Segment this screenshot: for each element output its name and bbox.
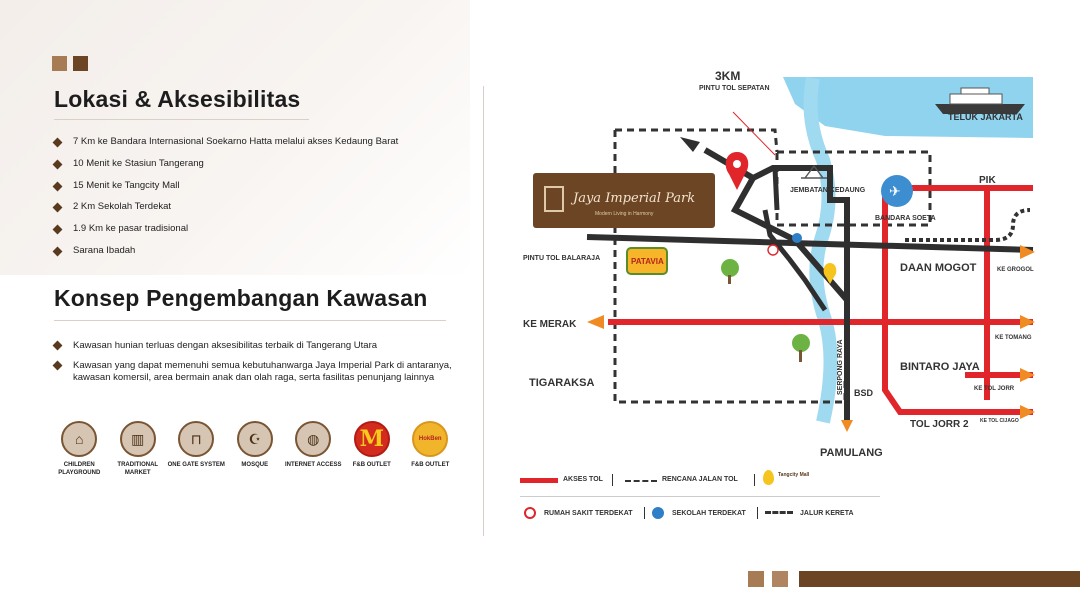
tree-icon [721, 259, 810, 362]
label-ke-tol-jorr: KE TOL JORR [974, 386, 1015, 392]
list-item: 7 Km ke Bandara Internasional Soekarno Hatta melalui akses Kedaung Barat [52, 136, 398, 158]
facility-item: ⊓ ONE GATE SYSTEM [167, 421, 226, 477]
legend-akses-tol: AKSES TOL [563, 476, 603, 483]
footer-squares [748, 571, 788, 587]
legend-rumah-sakit: RUMAH SAKIT TERDEKAT [544, 510, 633, 517]
mall-pin-icon [824, 263, 837, 284]
list-item: Kawasan hunian terluas dengan aksesibilitas terbaik di Tangerang Utara [52, 340, 452, 352]
mosque-icon: ☪ [237, 421, 273, 457]
label-teluk-jakarta: TELUK JAKARTA [948, 112, 1023, 122]
diamond-bullet-icon [53, 138, 63, 148]
facility-item: ▥ TRADITIONAL MARKET [109, 421, 168, 477]
label-pintu-tol-balaraja: PINTU TOL BALARAJA [523, 255, 601, 262]
diamond-bullet-icon [53, 181, 63, 191]
facility-item: HokBen F&B OUTLET [401, 421, 460, 477]
diamond-bullet-icon [53, 225, 63, 235]
label-pik: PIK [979, 175, 996, 186]
footer-bar [799, 571, 1080, 587]
hokben-logo: HokBen [412, 421, 448, 457]
label-3km: 3KM [715, 69, 741, 83]
legend-railway-line [765, 511, 793, 515]
arrow-to-sepatan [680, 137, 700, 152]
label-bsd: BSD [854, 388, 874, 398]
mcdonalds-logo: M [354, 421, 390, 457]
section-title-lokasi: Lokasi & Aksesibilitas [54, 86, 301, 112]
legend-hospital-icon [524, 507, 536, 519]
legend-sekolah: SEKOLAH TERDEKAT [672, 510, 746, 517]
location-map [505, 60, 1045, 460]
section-title-konsep: Konsep Pengembangan Kawasan [54, 285, 428, 311]
globe-icon: ◍ [295, 421, 331, 457]
svg-text:✈: ✈ [889, 183, 901, 199]
diamond-bullet-icon [53, 361, 63, 371]
diamond-bullet-icon [53, 341, 63, 351]
decorative-squares [52, 56, 88, 71]
legend-tangcity: Tangcity Mall [778, 472, 810, 478]
river [811, 78, 831, 422]
diamond-bullet-icon [53, 247, 63, 257]
legend-school-icon [652, 507, 664, 519]
facility-item: M F&B OUTLET [343, 421, 402, 477]
label-ke-grogol: KE GROGOL [997, 267, 1034, 273]
list-item: 1.9 Km ke pasar tradisional [52, 223, 398, 245]
list-item: 15 Menit ke Tangcity Mall [52, 180, 398, 202]
list-item: Kawasan yang dapat memenuhi semua kebutuhanwarga Jaya Imperial Park di antaranya, kawasan komersil, area bermain anak dan olah raga, serta fasilitas penunjang lainnya [52, 360, 452, 384]
facility-item: ☪ MOSQUE [226, 421, 285, 477]
hospital-icon [768, 245, 778, 255]
label-ke-tomang: KE TOMANG [995, 335, 1032, 341]
school-icon [792, 233, 802, 243]
label-pintu-tol-sepatan: PINTU TOL SEPATAN [699, 85, 770, 92]
playground-icon: ⌂ [61, 421, 97, 457]
label-pamulang: PAMULANG [820, 447, 883, 459]
concept-list [52, 340, 452, 392]
title-divider [54, 320, 446, 321]
label-bintaro-jaya: BINTARO JAYA [900, 361, 980, 373]
diamond-bullet-icon [53, 159, 63, 169]
gate-icon: ⊓ [178, 421, 214, 457]
svg-text:PATAVIA: PATAVIA [631, 257, 664, 266]
label-ke-merak: KE MERAK [523, 319, 577, 330]
legend-toll-line [520, 478, 558, 483]
logo-name: Jaya Imperial Park [573, 191, 696, 206]
list-item: 10 Menit ke Stasiun Tangerang [52, 158, 398, 180]
label-ke-tol-cijago: KE TOL CIJAGO [980, 418, 1019, 424]
accessibility-list [52, 136, 398, 267]
list-item: Sarana Ibadah [52, 245, 398, 267]
label-daan-mogot: DAAN MOGOT [900, 262, 977, 274]
legend-jalur-kereta: JALUR KERETA [800, 510, 854, 517]
title-divider [54, 119, 309, 120]
facility-item: ◍ INTERNET ACCESS [284, 421, 343, 477]
market-icon: ▥ [120, 421, 156, 457]
vertical-divider [483, 86, 484, 536]
facilities-row [50, 421, 460, 477]
legend-planned-line [625, 480, 657, 482]
label-bandara: BANDARA SOETA [875, 215, 936, 222]
label-jembatan: JEMBATAN KEDAUNG [790, 187, 866, 194]
list-item: 2 Km Sekolah Terdekat [52, 201, 398, 223]
facility-item: ⌂ CHILDREN PLAYGROUND [50, 421, 109, 477]
label-tigaraksa: TIGARAKSA [529, 377, 595, 389]
diamond-bullet-icon [53, 203, 63, 213]
legend-rencana-jalan-tol: RENCANA JALAN TOL [662, 476, 738, 483]
location-pin-icon [726, 152, 749, 190]
label-serpong-raya: SERPONG RAYA [837, 339, 844, 395]
legend-mall-icon [763, 470, 774, 485]
logo-tagline: Modern Living in Harmony [595, 211, 654, 217]
label-tol-jorr2: TOL JORR 2 [910, 419, 969, 430]
